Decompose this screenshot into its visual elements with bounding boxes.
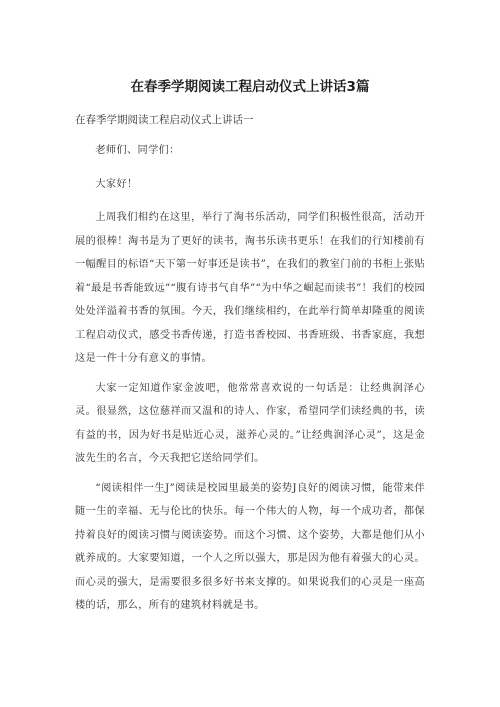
paragraph-jin-bo-quote: 大家一定知道作家金波吧，他常常喜欢说的一句话是：让经典润泽心灵。很显然，这位慈祥而又温和的诗人、作家，希望同学们读经典的书，读有益的书，因为好书是贴近心灵，滋养心灵的。”让经典润泽心灵”，这是金波先生的名言，今天我把它送给同学们。 bbox=[75, 382, 425, 464]
document-title: 在春季学期阅读工程启动仪式上讲话3篇 bbox=[130, 79, 370, 95]
document-subtitle: 在春季学期阅读工程启动仪式上讲话一 bbox=[75, 114, 254, 126]
paragraph-greeting-hello: 大家好！ bbox=[95, 178, 138, 190]
paragraph-greeting-audience: 老师们、同学们： bbox=[95, 145, 180, 156]
paragraph-book-fair: 上周我们相约在这里，举行了淘书乐活动，同学们积极性很高，活动开展的很棒！淘书是为了更好的读书，淘书乐读书更乐！在我们的行知楼前有一幅醒目的标语“天下第一好事还是读书”，在我们的教室门前的书柜上张贴着“最是书香能致远”“腹有诗书气自华”“为中华之崛起而读书”！我们的校园处处洋溢着书香的氛围。今天，我们继续相约，在此举行简单却隆重的阅读工程启动仪式，感受书香传递，打造书香校园、书香班级、书香家庭，我想这是一件十分有意义的事情。 bbox=[75, 212, 425, 364]
paragraph-reading-lifelong: “阅读相伴一生J”阅读是校园里最美的姿势J良好的阅读习惯，能带来伴随一生的幸福、无与伦比的快乐。每一个伟大的人物，每一个成功者，都保持着良好的阅读习惯与阅读姿势。而这个习惯、这个姿势，大都是他们从小就养成的。大家要知道，一个人之所以强大，那是因为他有着强大的心灵。而心灵的强大，是需要很多很多好书来支撑的。如果说我们的心灵是一座高楼的话，那么，所有的建筑材料就是书。 bbox=[75, 482, 425, 611]
